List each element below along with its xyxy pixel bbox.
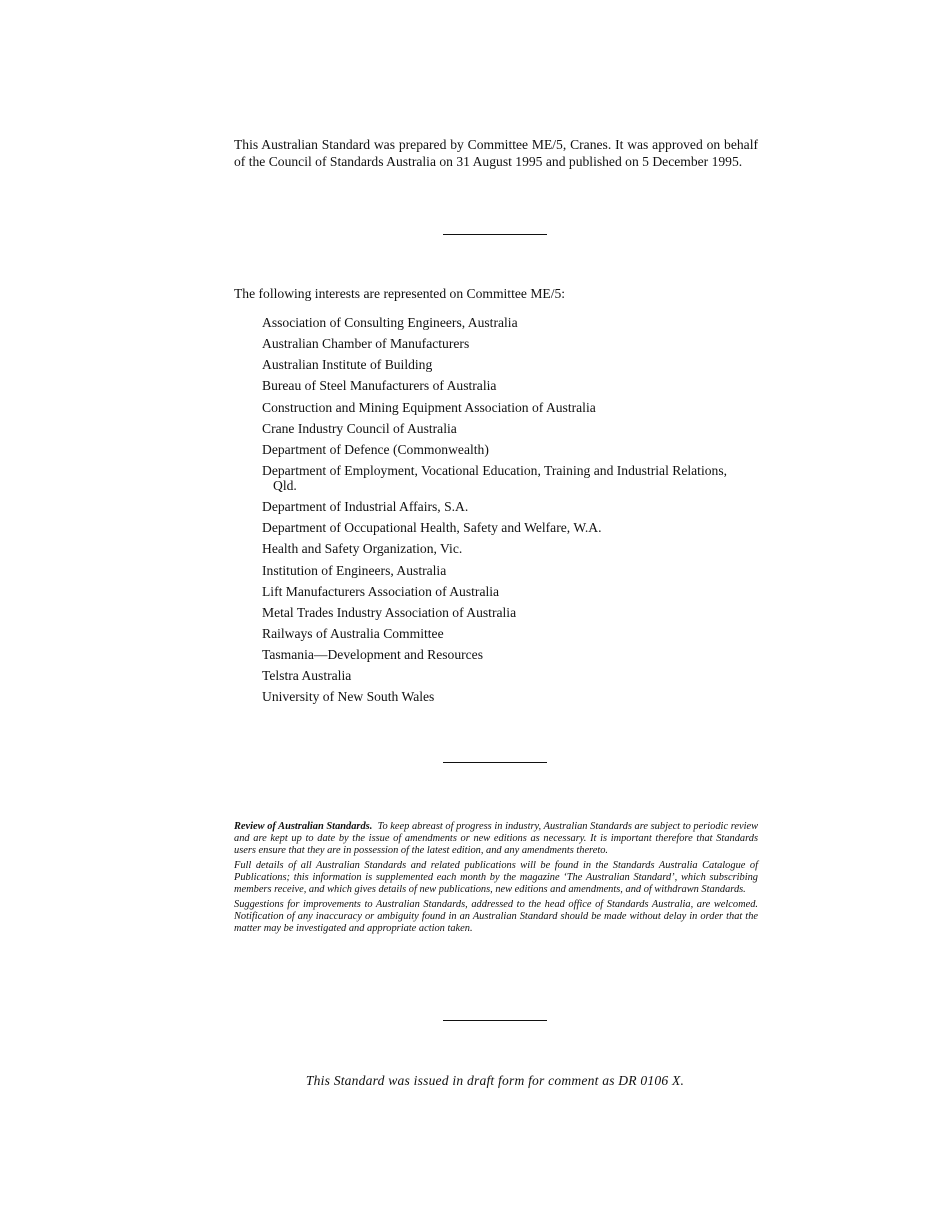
list-item: University of New South Wales [262, 689, 435, 705]
list-item: Institution of Engineers, Australia [262, 562, 447, 578]
list-item: Telstra Australia [262, 668, 352, 684]
list-item: Australian Chamber of Manufacturers [262, 336, 470, 352]
preparation-statement [234, 136, 758, 170]
list-item: Australian Institute of Building [262, 357, 433, 373]
list-item: Department of Employment, Vocational Education, Training and Industrial Relations, Qld. [262, 462, 728, 493]
review-title: Review of Australian Standards. [234, 821, 373, 832]
draft-notice: This Standard was issued in draft form for comment as DR 0106 X. [305, 1073, 685, 1088]
interests-heading: The following interests are represented on Committee ME/5: [234, 286, 566, 301]
list-item: Department of Defence (Commonwealth) [262, 441, 489, 457]
list-item: Lift Manufacturers Association of Australia [262, 583, 500, 599]
section-divider [443, 1020, 547, 1021]
interests-list [262, 315, 752, 711]
list-item: Bureau of Steel Manufacturers of Australia [262, 378, 497, 394]
catalogue-paragraph: Full details of all Australian Standards and related publications will be found in the Standards Australia Catalogue of Publications; this information is supplemented each month by the magazine ‘The Australian Standard’, which subscribing members receive, and which gives details of new publications, new editions and amendments, and of withdrawn Standards. [234, 860, 758, 895]
review-paragraph [234, 821, 758, 857]
list-item: Health and Safety Organization, Vic. [262, 541, 463, 557]
review-notice [234, 821, 758, 938]
list-item: Tasmania—Development and Resources [262, 647, 484, 663]
list-item: Construction and Mining Equipment Association of Australia [262, 399, 596, 415]
list-item: Crane Industry Council of Australia [262, 420, 457, 436]
list-item: Railways of Australia Committee [262, 625, 444, 641]
section-divider [443, 762, 547, 763]
suggestions-paragraph: Suggestions for improvements to Australian Standards, addressed to the head office of Standards Australia, are welcomed. Notification of any inaccuracy or ambiguity found in an Australian Standard should be made without delay in order that the matter may be investigated and appropriate action taken. [234, 899, 758, 934]
list-item: Department of Industrial Affairs, S.A. [262, 499, 469, 515]
list-item: Department of Occupational Health, Safety and Welfare, W.A. [262, 520, 602, 536]
section-divider [443, 234, 547, 235]
review-text: To keep abreast of progress in industry, Australian Standards are subject to periodic review and are kept up to date by the issue of amendments or new editions as necessary. It is important therefore that Standards users ensure that they are in possession of the latest edition, and any amendments thereto. [234, 821, 759, 856]
list-item: Metal Trades Industry Association of Australia [262, 604, 517, 620]
list-item: Association of Consulting Engineers, Australia [262, 315, 518, 330]
preparation-statement-text: This Australian Standard was prepared by Committee ME/5, Cranes. It was approved on behalf of the Council of Standards Australia on 31 August 1995 and published on 5 December 1995. [234, 137, 758, 169]
